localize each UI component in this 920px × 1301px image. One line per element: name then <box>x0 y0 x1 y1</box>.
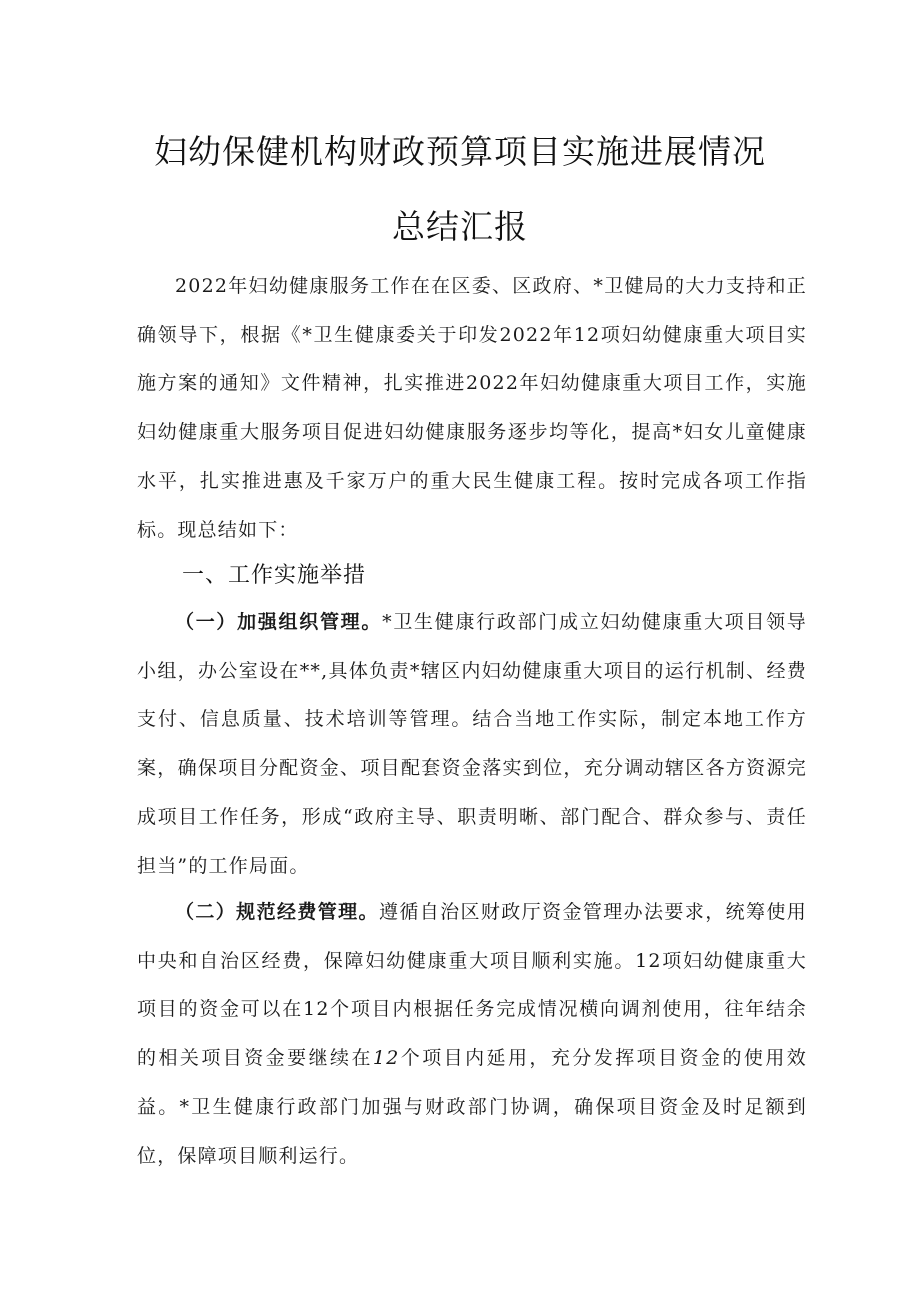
subsection-body-organization: *卫生健康行政部门成立妇幼健康重大项目领导小组，办公室设在**,具体负责*辖区内妇幼健康重大项目的运行机制、经费支付、信息质量、技术培训等管理。结合当地工作实际，制定本地工作方案，确保项目分配资金、项目配套资金落实到位，充分调动辖区各方资源完成项目工作任务，形成“政府主导、职责明晰、部门配合、群众参与、责任担当”的工作局面。 <box>137 611 807 877</box>
subsection-lead-funding: （二）规范经费管理。 <box>175 901 379 923</box>
subsection-body-funding-a: 遵循自治区财政厅资金管理办法要求，统筹使用中央和自治区经费，保障妇幼健康重大项目顺利实施。12项妇幼健康重大项目的资金可以在12个项目内根据任务完成情况横向调剂使用，往年结余的相关项目资金要继续在 <box>137 901 807 1070</box>
document-title-line-1: 妇幼保健机构财政预算项目实施进展情况 <box>154 132 766 171</box>
subsection-lead-organization: （一）加强组织管理。 <box>175 611 383 633</box>
subsection-body-funding-number: 12 <box>372 1047 400 1070</box>
subsection-paragraph-organization <box>137 598 807 890</box>
intro-paragraph: 2022年妇幼健康服务工作在在区委、区政府、*卫健局的大力支持和正确领导下，根据《*卫生健康委关于印发2022年12项妇幼健康重大项目实施方案的通知》文件精神，扎实推进2022年妇幼健康重大项目工作，实施妇幼健康重大服务项目促进妇幼健康服务逐步均等化，提高*妇女儿童健康水平，扎实推进惠及千家万户的重大民生健康工程。按时完成各项工作指标。现总结如下： <box>137 275 807 541</box>
subsection-paragraph-funding <box>137 888 807 1180</box>
subsection-body-funding-b: 个项目内延用，充分发挥项目资金的使用效益。*卫生健康行政部门加强与财政部门协调，确保项目资金及时足额到位，保障项目顺利运行。 <box>137 1047 807 1167</box>
section-heading-measures: 一、工作实施举措 <box>182 563 367 588</box>
document-title-line-2: 总结汇报 <box>392 207 528 246</box>
